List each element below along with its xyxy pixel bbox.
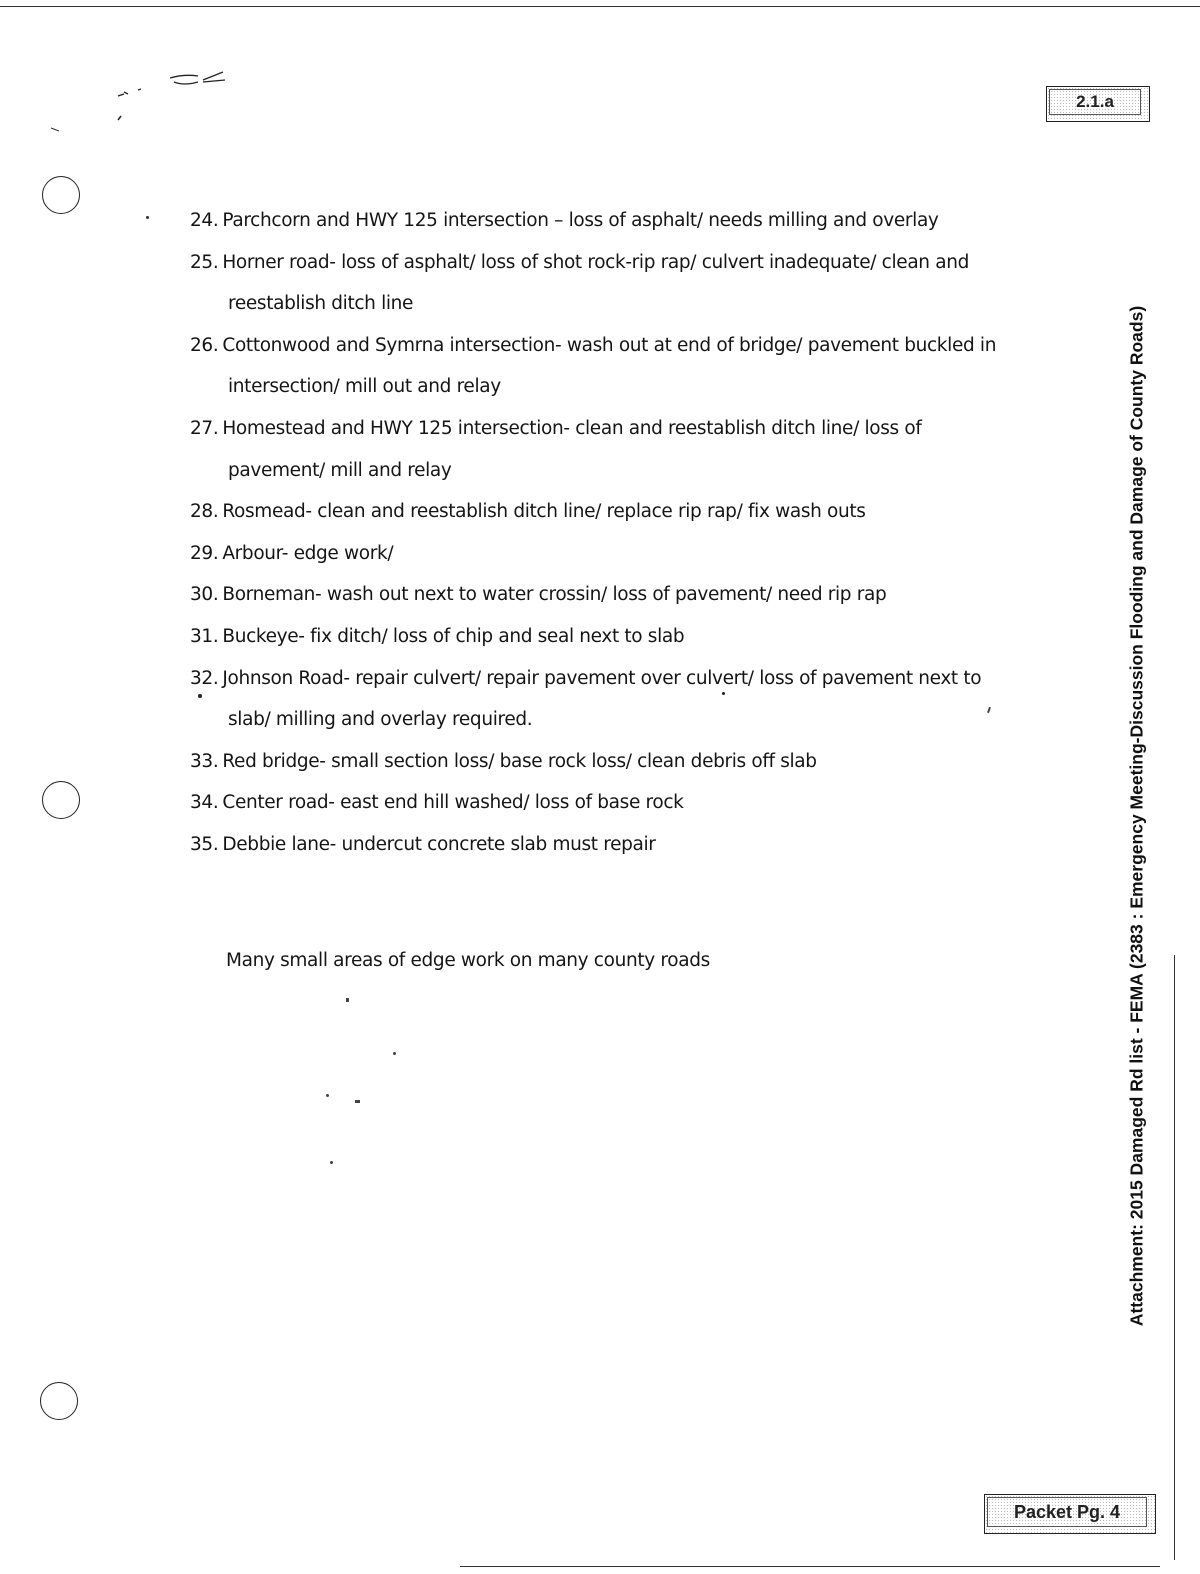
punch-hole-top [42, 176, 80, 214]
handwritten-mark [108, 62, 238, 132]
item-number: 31. [190, 625, 219, 647]
item-text: Rosmead- clean and reestablish ditch line/ replace rip rap/ fix wash outs [222, 501, 866, 523]
item-number: 30. [190, 584, 219, 606]
closing-note: Many small areas of edge work on many county roads [226, 950, 710, 971]
item-text: Parchcorn and HWY 125 intersection – loss of asphalt/ needs milling and overlay [222, 210, 939, 231]
section-stamp [1046, 86, 1150, 122]
item-number: 35. [190, 833, 219, 855]
item-number: 28. [190, 501, 219, 523]
list-item [190, 574, 1050, 616]
item-number: 32. [190, 667, 219, 689]
scan-speck [346, 998, 349, 1002]
packet-page-label: Packet Pg. 4 [987, 1497, 1147, 1527]
punch-hole-middle [42, 781, 80, 819]
item-text: Buckeye- fix ditch/ loss of chip and seal next to slab [222, 625, 685, 647]
list-item [190, 658, 1050, 741]
list-item [190, 491, 1050, 533]
list-item [190, 408, 1050, 491]
item-number: 26. [190, 334, 219, 356]
list-item [190, 200, 1050, 242]
list-item [190, 325, 1050, 408]
scan-speck [146, 216, 149, 219]
list-item [190, 824, 1050, 866]
scan-speck [355, 1100, 360, 1103]
list-item [190, 741, 1050, 783]
scan-speck [393, 1052, 396, 1055]
item-text: Arbour- edge work/ [222, 542, 394, 564]
list-item [190, 616, 1050, 658]
item-text: Borneman- wash out next to water crossin/ loss of pavement/ need rip rap [222, 584, 887, 606]
attachment-label: Attachment: 2015 Damaged Rd list - FEMA (2383 : Emergency Meeting-Discussion Flooding and Damage of County Roads) [1126, 305, 1147, 1327]
item-text-continued: pavement/ mill and relay [228, 459, 452, 481]
item-text-continued: intersection/ mill out and relay [228, 376, 501, 398]
list-item [190, 533, 1050, 575]
item-text: Homestead and HWY 125 intersection- clean and reestablish ditch line/ loss of [222, 417, 922, 439]
item-number: 25. [190, 251, 219, 273]
scan-speck [330, 1161, 333, 1164]
punch-hole-bottom [40, 1382, 78, 1420]
item-text: Debbie lane- undercut concrete slab must repair [222, 833, 656, 855]
item-number: 24. [190, 210, 219, 231]
item-text: Cottonwood and Symrna intersection- wash out at end of bridge/ pavement buckled in [222, 334, 997, 356]
item-text: Center road- east end hill washed/ loss of base rock [222, 792, 684, 814]
right-margin-rule [1174, 955, 1175, 1560]
item-text-continued: slab/ milling and overlay required. [228, 709, 533, 731]
item-number: 29. [190, 542, 219, 564]
item-text: Horner road- loss of asphalt/ loss of shot rock-rip rap/ culvert inadequate/ clean and [222, 251, 969, 273]
item-text: Red bridge- small section loss/ base rock loss/ clean debris off slab [222, 750, 817, 772]
item-number: 27. [190, 417, 219, 439]
top-scan-edge [0, 6, 1200, 7]
item-text-continued: reestablish ditch line [228, 293, 414, 315]
list-item [190, 782, 1050, 824]
item-number: 34. [190, 792, 219, 814]
scan-speck [326, 1094, 329, 1097]
item-number: 33. [190, 750, 219, 772]
section-stamp-label: 2.1.a [1049, 89, 1141, 115]
damage-list [190, 200, 1050, 866]
item-text: Johnson Road- repair culvert/ repair pavement over culvert/ loss of pavement next to [222, 667, 982, 689]
bottom-scan-edge [460, 1566, 1160, 1567]
scan-speck [50, 126, 64, 134]
list-item [190, 242, 1050, 325]
packet-page-stamp [984, 1494, 1156, 1534]
attachment-sidebar [1120, 262, 1154, 1370]
